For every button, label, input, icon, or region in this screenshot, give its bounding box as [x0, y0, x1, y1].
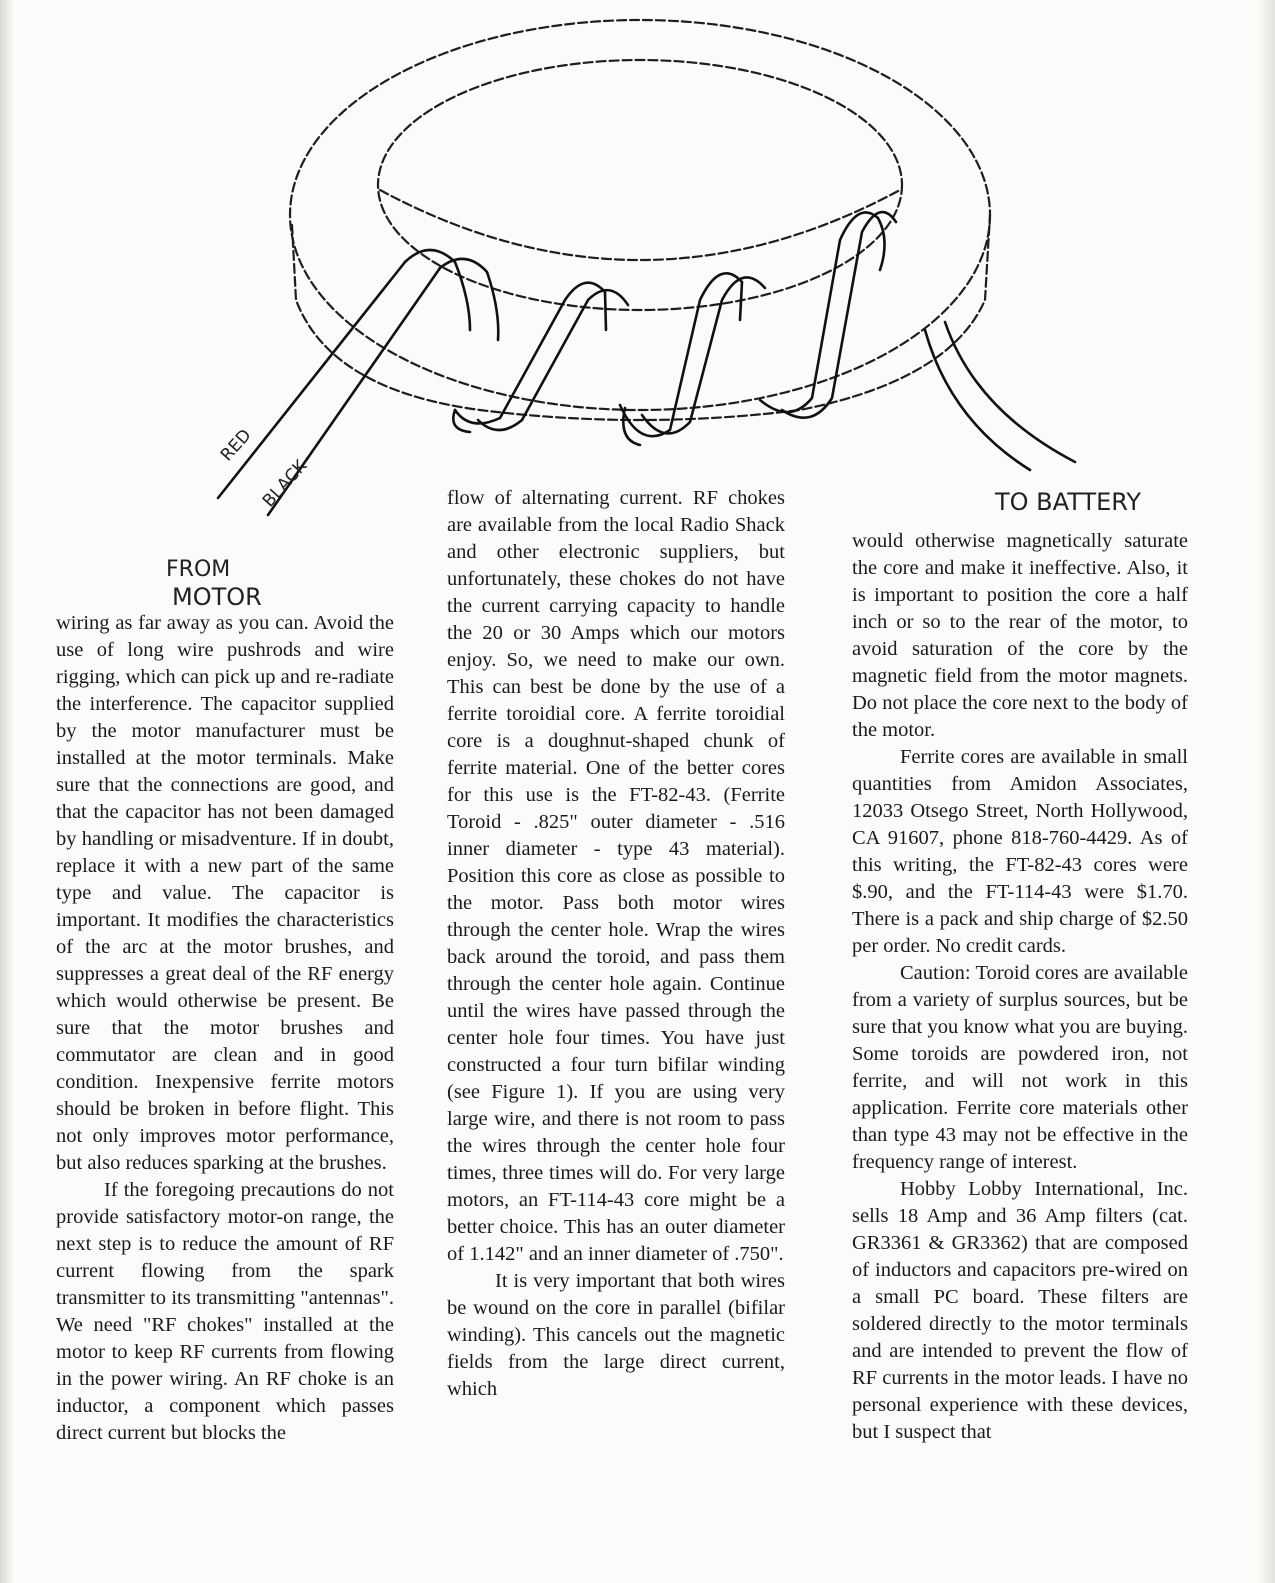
battery-lead-wire-1	[925, 330, 1030, 470]
text-column-left	[56, 610, 394, 1447]
black-wire-label: BLACK	[258, 456, 312, 512]
to-battery-label: TO BATTERY	[995, 488, 1142, 516]
paragraph: Ferrite cores are available in small quantities from Amidon Associates, 12033 Otsego Street, North Hollywood, CA 91607, phone 818-760-4429. As of this writing, the FT-82-43 cores were $.90, and the FT-114-43 were $1.70. There is a pack and ship charge of $2.50 per order. No credit cards.	[852, 746, 1188, 957]
from-motor-label-line1: FROM	[166, 557, 231, 582]
red-lead-wire	[218, 262, 405, 498]
paragraph: flow of alternating current. RF chokes are available from the local Radio Shack and other electronic suppliers, but unfortunately, these chokes do not have the current carrying capacity to handle the 20 or 30 Amps which our motors enjoy. So, we need to make our own. This can best be done by the use of a ferrite toroidial core. A ferrite toroidial core is a doughnut-shaped chunk of ferrite material. One of the better cores for this use is the FT-82-43. (Ferrite Toroid - .825" outer diameter - .516 inner diameter - type 43 material). Position this core as close as possible to the motor. Pass both motor wires through the center hole. Wrap the wires back around the toroid, and pass them through the center hole again. Continue until the wires have passed through the center hole four times. You have just constructed a four turn bifilar winding (see Figure 1). If you are using very large wire, and there is not room to pass the wires through the center hole four times, three times will do. For very large motors, an FT-114-43 core might be a better choice. This has an outer diameter of 1.142" and an inner diameter of .750".	[447, 487, 785, 1265]
paragraph: Hobby Lobby International, Inc. sells 18 Amp and 36 Amp filters (cat. GR3361 & GR3362) that are composed of inductors and capacitors pre-wired on a small PC board. These filters are soldered directly to the motor terminals and are intended to prevent the flow of RF currents in the motor leads. I have no personal experience with these devices, but I suspect that	[852, 1178, 1188, 1443]
paragraph: Caution: Toroid cores are available from a variety of surplus sources, but be sure that you know what you are buying. Some toroids are powdered iron, not ferrite, and will not work in this application. Ferrite core materials other than type 43 may not be effective in the frequency range of interest.	[852, 962, 1188, 1173]
paragraph: It is very important that both wires be wound on the core in parallel (bifilar winding). This cancels out the magnetic fields from the large direct current, which	[447, 1270, 785, 1400]
toroid-outer-top-edge	[290, 20, 990, 410]
paragraph: would otherwise magnetically saturate the core and make it ineffective. Also, it is important to position the core a half inch or so to the rear of the motor, to avoid saturation of the core by the magnetic field from the motor magnets. Do not place the core next to the body of the motor.	[852, 530, 1188, 741]
toroid-inner-depth-edge	[380, 190, 900, 260]
text-column-middle	[447, 485, 785, 1403]
text-column-right	[852, 528, 1188, 1446]
toroid-inner-hole-edge	[378, 60, 902, 310]
paragraph: wiring as far away as you can. Avoid the use of long wire pushrods and wire rigging, which can pick up and re-radiate the interference. The capacitor supplied by the motor manufacturer must be installed at the motor terminals. Make sure that the connections are good, and that the capacitor has not been damaged by handling or misadventure. If in doubt, replace it with a new part of the same type and value. The capacitor is important. It modifies the characteristics of the arc at the motor brushes, and suppresses a great deal of the RF energy which would otherwise be present. Be sure that the motor brushes and commutator are clean and in good condition. Inexpensive ferrite motors should be broken in before flight. This not only improves motor performance, but also reduces sparking at the brushes.	[56, 612, 394, 1174]
red-wire-label: RED	[216, 425, 256, 466]
battery-lead-wire-2	[945, 322, 1075, 462]
paragraph: If the foregoing precautions do not provide satisfactory motor-on range, the next step is to reduce the amount of RF current flowing from the spark transmitter to its transmitting "antennas". We need "RF chokes" installed at the motor to keep RF currents from flowing in the power wiring. An RF choke is an inductor, a component which passes direct current but blocks the	[56, 1179, 394, 1444]
from-motor-label-line2: MOTOR	[172, 583, 262, 611]
